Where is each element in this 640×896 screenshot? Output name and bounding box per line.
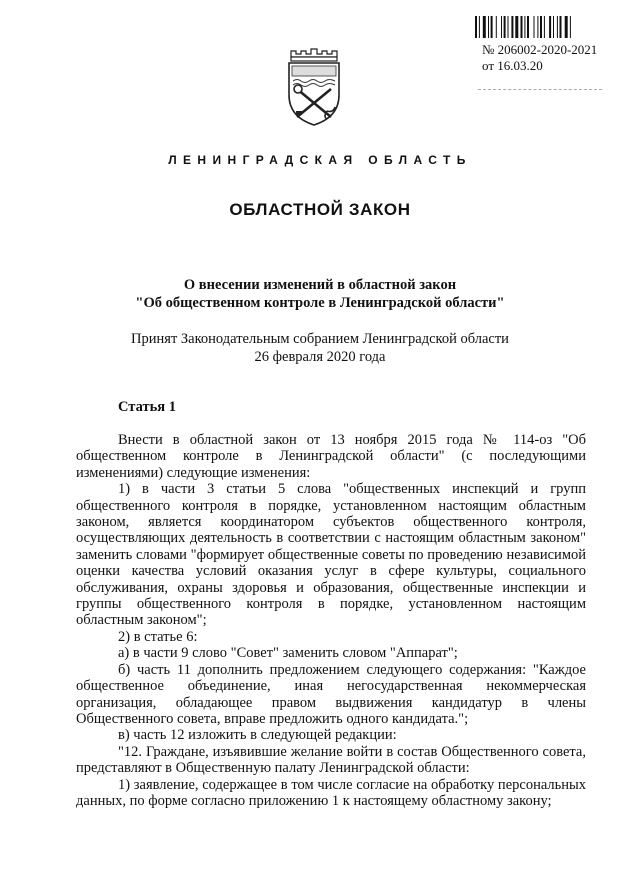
adoption-date: 26 февраля 2020 года bbox=[254, 349, 386, 365]
registration-divider bbox=[478, 89, 602, 90]
paragraph: 2) в статье 6: bbox=[118, 628, 198, 645]
registration-date: от 16.03.20 bbox=[482, 58, 543, 73]
paragraph: б) часть 11 дополнить предложением следующего содержания: "Каждое общественное объединение, иная негосударственная некоммерческая организация, обладающее правом выдвижения кандидатур в члены Общественного совета, вправе предложить одного кандидата."; bbox=[76, 661, 586, 727]
registration-block bbox=[482, 42, 597, 74]
law-title-line: О внесении изменений в областной закон bbox=[183, 277, 457, 293]
adoption-note bbox=[0, 330, 640, 366]
registration-number: № 206002-2020-2021 bbox=[482, 42, 598, 57]
law-title-line: "Об общественном контроле в Ленинградской области" bbox=[135, 295, 505, 311]
article-heading: Статья 1 bbox=[118, 399, 176, 415]
barcode-icon bbox=[475, 16, 599, 38]
paragraph: 1) в части 3 статьи 5 слова "общественных инспекций и групп общественного контроля в порядке, установленном настоящим областным законом, является координатором субъектов общественного контроля, осуществляющих деятельность в соответствии с настоящим областным законом" заменить словами "формирует общественные советы по проведению независимой оценки качества условий оказания услуг в сфере культуры, социального обслуживания, охраны здоровья и образования, общественные инспекции и группы общественного контроля в порядке, установленном настоящим областным законом"; bbox=[76, 481, 586, 629]
paragraph: в) часть 12 изложить в следующей редакции: bbox=[118, 727, 397, 744]
document-type: ОБЛАСТНОЙ ЗАКОН bbox=[229, 200, 411, 219]
paragraph: а) в части 9 слово "Совет" заменить словом "Аппарат"; bbox=[118, 645, 458, 662]
paragraph: 1) заявление, содержащее в том числе согласие на обработку персональных данных, по форме согласно приложению 1 к настоящему областному закону; bbox=[76, 776, 586, 809]
adoption-line: Принят Законодательным собранием Ленинградской области bbox=[131, 331, 509, 347]
paragraph: "12. Граждане, изъявившие желание войти в состав Общественного совета, представляют в Общественную палату Ленинградской области: bbox=[76, 743, 586, 777]
paragraph: Внести в областной закон от 13 ноября 2015 года № 114-оз "Об общественном контроле в Ленинградской области" (с последующими изменениями) следующие изменения: bbox=[76, 432, 586, 481]
article-body bbox=[76, 432, 586, 809]
law-title bbox=[0, 276, 640, 312]
region-name: ЛЕНИНГРАДСКАЯ ОБЛАСТЬ bbox=[168, 153, 472, 167]
coat-of-arms-icon bbox=[283, 47, 345, 127]
